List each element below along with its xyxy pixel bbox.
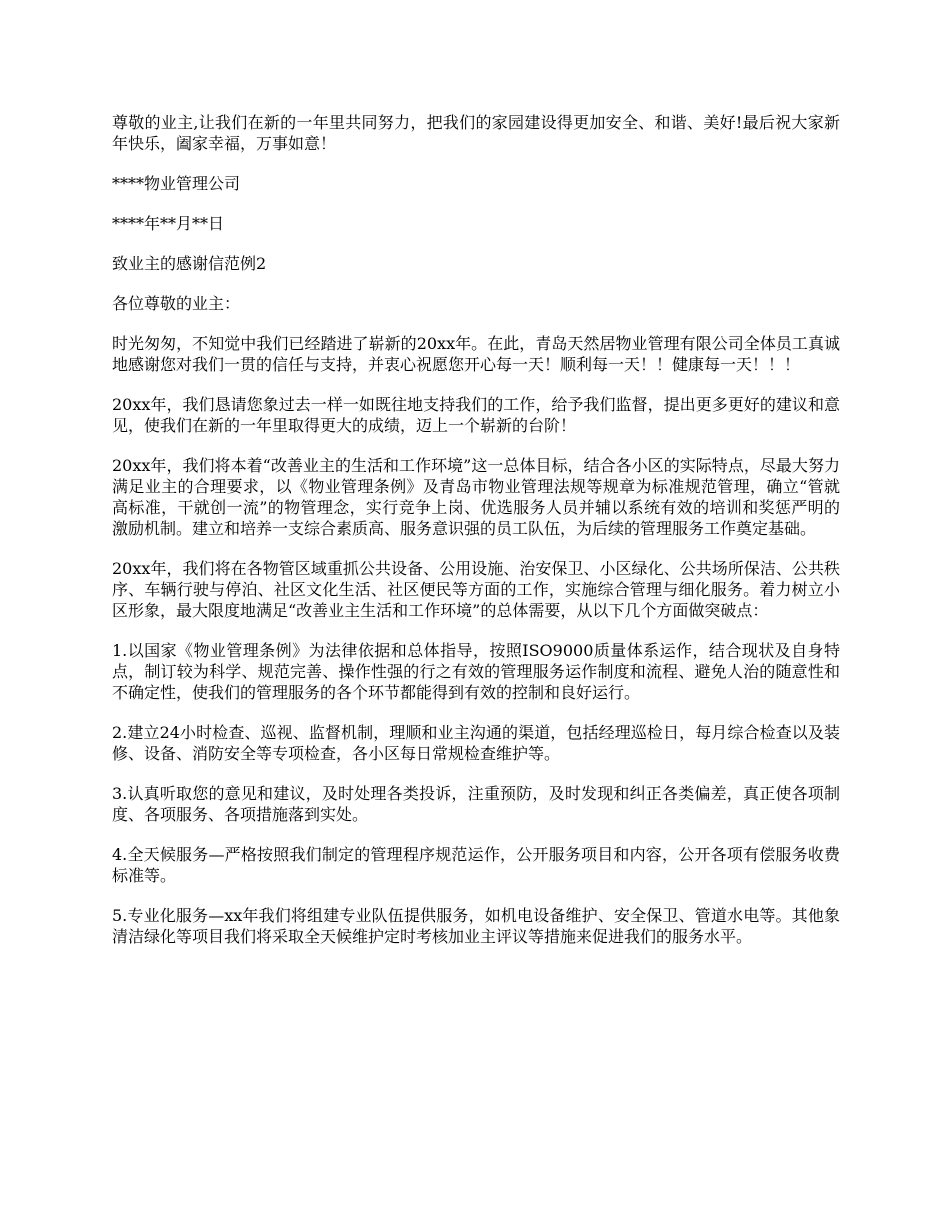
signature-date: ****年**月**日 <box>112 214 225 233</box>
body-paragraph: 时光匆匆，不知觉中我们已经踏进了崭新的20xx年。在此，青岛天然居物业管理有限公司全体员工真诚地感谢您对我们一贯的信任与支持，并衷心祝愿您开心每一天！顺利每一天！！健康每一天！！！ <box>112 334 840 374</box>
salutation: 各位尊敬的业主： <box>112 294 241 313</box>
body-paragraph: 20xx年，我们恳请您象过去一样一如既往地支持我们的工作，给予我们监督，提出更多更好的建议和意见，使我们在新的一年里取得更大的成绩，迈上一个崭新的台阶！ <box>112 395 840 435</box>
closing-paragraph: 尊敬的业主,让我们在新的一年里共同努力，把我们的家园建设得更加安全、和谐、美好!最后祝大家新年快乐，阖家幸福，万事如意！ <box>112 113 840 153</box>
body-paragraph: 20xx年，我们将本着“改善业主的生活和工作环境”这一总体目标，结合各小区的实际特点，尽最大努力满足业主的合理要求，以《物业管理条例》及青岛市物业管理法规等规章为标准规范管理，确立“管就高标准，干就创一流”的物管理念，实行竞争上岗、优选服务人员并辅以系统有效的培训和奖惩严明的激励机制。建立和培养一支综合素质高、服务意识强的员工队伍，为后续的管理服务工作奠定基础。 <box>112 456 840 538</box>
section-title: 致业主的感谢信范例2 <box>112 254 267 273</box>
list-item: 2.建立24小时检查、巡视、监督机制，理顺和业主沟通的渠道，包括经理巡检日，每月综合检查以及装修、设备、消防安全等专项检查，各小区每日常规检查维护等。 <box>112 723 840 763</box>
list-item: 3.认真听取您的意见和建议，及时处理各类投诉，注重预防，及时发现和纠正各类偏差，真正使各项制度、各项服务、各项措施落到实处。 <box>112 784 840 824</box>
signature-company: ****物业管理公司 <box>112 174 241 193</box>
list-item: 4.全天候服务—严格按照我们制定的管理程序规范运作，公开服务项目和内容，公开各项有偿服务收费标准等。 <box>112 845 840 885</box>
list-item: 1.以国家《物业管理条例》为法律依据和总体指导，按照ISO9000质量体系运作，结合现状及自身特点，制订较为科学、规范完善、操作性强的行之有效的管理服务运作制度和流程、避免人治的随意性和不确定性，使我们的管理服务的各个环节都能得到有效的控制和良好运行。 <box>112 641 840 702</box>
list-item: 5.专业化服务—xx年我们将组建专业队伍提供服务，如机电设备维护、安全保卫、管道水电等。其他象清洁绿化等项目我们将采取全天候维护定时考核加业主评议等措施来促进我们的服务水平。 <box>112 906 840 946</box>
body-paragraph: 20xx年，我们将在各物管区域重抓公共设备、公用设施、治安保卫、小区绿化、公共场所保洁、公共秩序、车辆行驶与停泊、社区文化生活、社区便民等方面的工作，实施综合管理与细化服务。着力树立小区形象，最大限度地满足“改善业主生活和工作环境”的总体需要，从以下几个方面做突破点： <box>112 559 840 620</box>
document-page <box>112 112 840 966</box>
